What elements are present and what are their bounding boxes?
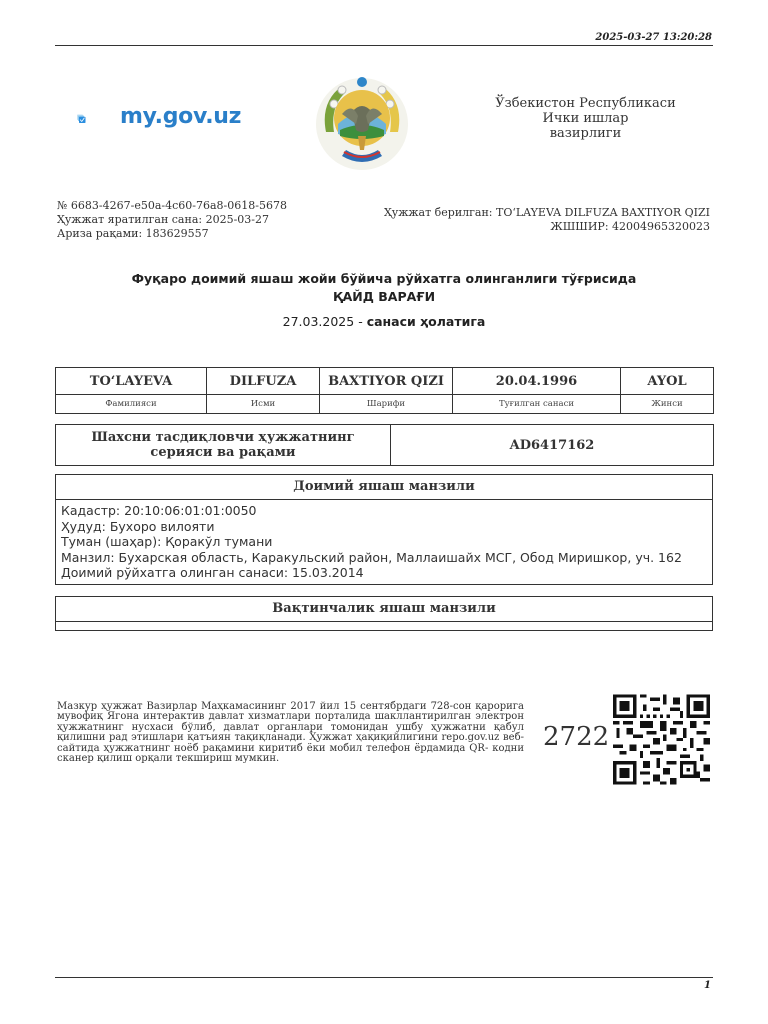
gender-label: Жинси [621, 395, 714, 414]
status-separator: - [354, 314, 367, 329]
first-name-label: Исми [207, 395, 320, 414]
personal-data-table [55, 367, 714, 414]
document-number: № 6683-4267-e50a-4c60-76a8-0618-5678 [57, 199, 287, 212]
pinfl-number: ЖШШИР: 42004965320023 [550, 220, 710, 233]
recipient-meta [384, 206, 710, 234]
document-meta [57, 199, 287, 241]
cadastre-number: Кадастр: 20:10:06:01:01:0050 [61, 503, 257, 518]
birth-date-label: Туғилган санаси [453, 395, 621, 414]
ministry-title [478, 96, 693, 141]
status-line [0, 314, 768, 329]
identity-document-value: AD6417162 [391, 425, 714, 466]
application-number: Ариза рақами: 183629557 [57, 227, 209, 240]
registration-date: Доимий рўйхатга олинган санаси: 15.03.2014 [61, 565, 364, 580]
mygov-logo-icon [77, 101, 117, 138]
status-date: 27.03.2025 [282, 314, 355, 329]
patronymic-label: Шарифи [320, 395, 453, 414]
first-name-value: DILFUZA [207, 368, 320, 395]
surname-value: TOʻLAYEVA [56, 368, 207, 395]
temporary-address-box [55, 596, 713, 631]
patronymic-value: BAXTIYOR QIZI [320, 368, 453, 395]
ministry-line-2: Ички ишлар [542, 111, 629, 126]
verification-code: 2722 [543, 722, 610, 752]
temporary-address-body [56, 622, 712, 630]
gender-value: AYOL [621, 368, 714, 395]
permanent-address-box [55, 474, 713, 585]
mygov-logo-text: my.gov.uz [120, 104, 242, 129]
footer-divider [55, 977, 713, 978]
issued-to: Ҳужжат берилган: TOʻLAYEVA DILFUZA BAXTIYOR QIZI [383, 206, 710, 219]
status-label: санаси ҳолатига [366, 314, 486, 329]
legal-footnote: Мазкур ҳужжат Вазирлар Маҳкамасининг 2017 йил 15 сентябрдаги 728-сон қарорига мувофиқ Ягона интерактив давлат хизматлари порталида шакллантирилган электрон ҳужжатнинг нусхаси бўлиб, давлат органлари томонидан ушбу ҳужжатни қабул қилишни рад этишлари қатъиян тақиқланади. Ҳужжат ҳақиқийлигини repo.gov.uz веб-сайтида ҳужжатнинг ноёб рақамини киритиб ёки мобил телефон ёрдамида QR- кодни сканер қилиш орқали текшириш мумкин. [57, 701, 524, 765]
state-emblem-icon [312, 72, 412, 172]
surname-label: Фамилияси [56, 395, 207, 414]
document-title [0, 270, 768, 306]
document-title-line-1: Фуқаро доимий яшаш жойи бўйича рўйхатга олинганлиги тўғрисида [131, 271, 637, 286]
print-timestamp: 2025-03-27 13:20:28 [595, 32, 712, 43]
address-full: Манзил: Бухарская область, Каракульский район, Маллаишайх МСГ, Обод Миришкор, уч. 162 [61, 549, 682, 565]
identity-document-table [55, 424, 714, 466]
header-divider [55, 45, 713, 46]
permanent-address-body [56, 500, 712, 584]
document-title-line-2: ҚАЙД ВАРАҒИ [332, 289, 436, 304]
page-number: 1 [704, 980, 711, 991]
address-region: Ҳудуд: Бухоро вилояти [61, 518, 215, 534]
identity-document-label: Шахсни тасдиқловчи ҳужжатнинг серияси ва рақами [56, 425, 391, 466]
ministry-line-1: Ўзбекистон Республикаси [495, 96, 676, 111]
temporary-address-heading: Вақтинчалик яшаш манзили [56, 597, 712, 622]
ministry-line-3: вазирлиги [549, 126, 622, 141]
address-district: Туман (шаҳар): Қоракўл тумани [61, 534, 273, 549]
birth-date-value: 20.04.1996 [453, 368, 621, 395]
document-created-date: Ҳужжат яратилган сана: 2025-03-27 [57, 213, 270, 226]
permanent-address-heading: Доимий яшаш манзили [56, 475, 712, 500]
qr-code-icon[interactable] [613, 694, 710, 785]
